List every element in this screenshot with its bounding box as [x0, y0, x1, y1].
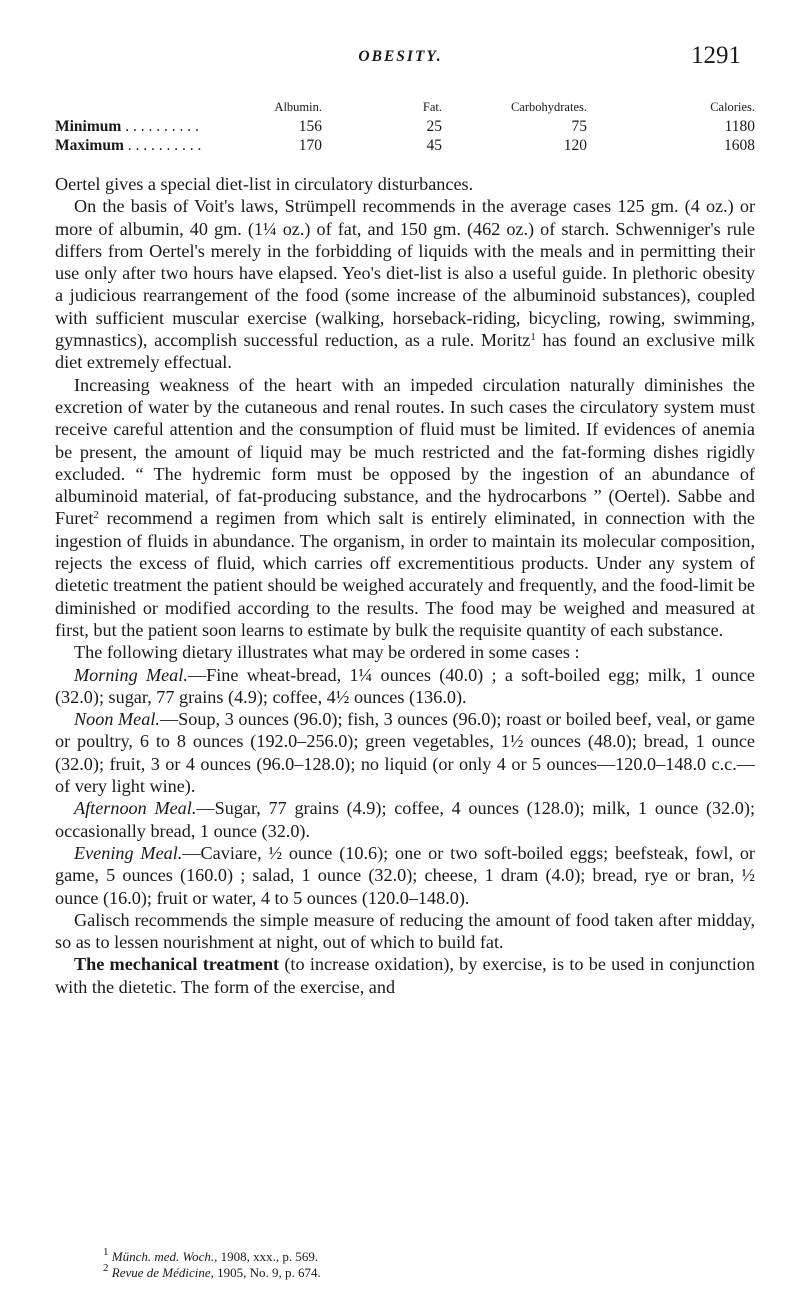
paragraph-text: has found an exclusive milk diet extremely effectual. [55, 330, 755, 373]
paragraph-text: Increasing weakness of the heart with an impeded circulation naturally diminishes the excretion of water by the cutaneous and renal routes. In such cases the circulatory system must receive careful attention and the consumption of fluid must be limited. If evidences of anemia be present, the amount of liquid may be much restricted and the fat-forming dishes rigidly excluded. “ The hydremic form must be opposed by the ingestion of an abundance of albuminoid material, of fat-producing substance, and the hydrocarbons ” (Oertel). Sabbe and Furet [55, 374, 755, 529]
meal-text: —Caviare, ½ ounce (10.6); one or two soft-boiled eggs; beefsteak, fowl, or game, 5 ounces (160.0) ; salad, 1 ounce (32.0); cheese, 1 dram (4.0); bread, rye or bran, ½ ounce (16.0); fruit or water, 4 to 5 ounces (120.0–148.0). [55, 842, 755, 908]
row-leader: . . . . . . . . . . [121, 118, 199, 135]
body-text [55, 173, 755, 998]
page-number: 1291 [691, 42, 741, 69]
nutrient-table [55, 98, 755, 155]
table-header-carbohydrates: Carbohydrates. [510, 100, 587, 114]
table-cell: 1180 [724, 118, 755, 135]
paragraph-text: recommend a regimen from which salt is entirely eliminated, in connection with the ingestion of fluids in abundance. The organism, in order to maintain its molecular composition, rejects the excess of fluid, which carries off excrementitious products. Under any system of dietetic treatment the patient should be weighed accurately and frequently, and the food-limit be diminished or modified according to the results. The food may be weighed and measured at first, but the patient soon learns to estimate by bulk the requisite quantity of each substance. [55, 508, 755, 640]
running-head [0, 42, 801, 72]
row-label-cell [55, 117, 250, 136]
footnote-detail: , 1908, xxx., p. 569. [214, 1249, 319, 1264]
paragraph-mechanical-treatment [55, 953, 755, 998]
footnote-number: 1 [103, 1246, 109, 1258]
footnotes [55, 1246, 755, 1281]
meal-text: —Fine wheat-bread, 1¼ ounces (40.0) ; a soft-boiled egg; milk, 1 ounce (32.0); sugar, 77 grains (4.9); coffee, 4½ ounces (136.0). [55, 664, 755, 707]
row-label: Minimum [55, 118, 122, 135]
paragraph-evening-meal [55, 842, 755, 909]
footnote-number: 2 [103, 1262, 109, 1274]
meal-text: —Sugar, 77 grains (4.9); coffee, 4 ounces (128.0); milk, 1 ounce (32.0); occasionally bread, 1 ounce (32.0). [55, 798, 755, 841]
table-header-calories: Calories. [710, 100, 755, 114]
table-row [55, 136, 755, 155]
footnote [103, 1262, 755, 1281]
table-cell: 25 [426, 118, 442, 135]
table-cell: 120 [563, 137, 587, 154]
running-head-title: OBESITY. [358, 48, 443, 65]
footnote [103, 1246, 755, 1265]
section-lead: The mechanical treatment [74, 954, 280, 975]
table-header-albumin: Albumin. [274, 100, 322, 114]
table-row [55, 117, 755, 136]
table-cell: 1608 [724, 137, 755, 154]
footnote-source: Münch. med. Woch. [111, 1249, 215, 1264]
meal-text: —Soup, 3 ounces (96.0); fish, 3 ounces (96.0); roast or boiled beef, veal, or game or poultry, 6 to 8 ounces (192.0–256.0); green vegetables, 1½ ounces (48.0); bread, 1 ounce (32.0); fruit, 3 or 4 ounces (96.0–128.0); no liquid (or only 4 or 5 ounces—120.0–148.0 c.c.—of very light wine). [55, 709, 755, 797]
paragraph-heart-weakness [55, 374, 755, 642]
paragraph-morning-meal [55, 664, 755, 709]
table-header-fat: Fat. [422, 100, 442, 114]
footnote-detail: , 1905, No. 9, p. 674. [210, 1265, 321, 1280]
meal-label: Evening Meal. [74, 842, 183, 863]
table-cell: 45 [426, 137, 442, 154]
footnote-ref-2: 2 [93, 509, 99, 522]
row-label-cell [55, 136, 250, 155]
table-cell: 156 [298, 118, 322, 135]
table-cell: 75 [571, 118, 587, 135]
table-cell: 170 [298, 137, 322, 154]
paragraph-noon-meal [55, 708, 755, 797]
paragraph-text: On the basis of Voit's laws, Strümpell recommends in the average cases 125 gm. (4 oz.) or more of albumin, 40 gm. (1¼ oz.) of fat, and 150 gm. (462 oz.) of starch. Schwenniger's rule differs from Oertel's merely in the forbidding of liquids with the meals and in permitting their use only after two hours have elapsed. Yeo's diet-list is also a useful guide. In plethoric obesity a judicious rearrangement of the food (some increase of the albuminoid substances), coupled with sufficient muscular exercise (walking, horseback-riding, bicycling, rowing, swimming, gymnastics), accomplish successful reduction, as a rule. Moritz [55, 196, 755, 351]
footnote-ref-1: 1 [530, 331, 536, 344]
paragraph-galisch: Galisch recommends the simple measure of reducing the amount of food taken after midday, so as to lessen nourishment at night, out of which to build fat. [55, 909, 755, 953]
paragraph-dietary-intro: The following dietary illustrates what may be ordered in some cases : [74, 642, 580, 663]
paragraph-oertel-diet: Oertel gives a special diet-list in circulatory disturbances. [55, 174, 474, 194]
row-leader: . . . . . . . . . . [123, 137, 202, 154]
meal-label: Afternoon Meal. [74, 798, 197, 819]
meal-label: Morning Meal. [74, 664, 188, 685]
paragraph-text: (to increase oxidation), by exercise, is to be used in conjunction with the dietetic. The form of the exercise, and [55, 954, 755, 997]
paragraph-voit-laws [55, 195, 755, 373]
table-header-blank [55, 98, 250, 117]
row-label: Maximum [55, 137, 124, 154]
table-header-row [55, 98, 755, 117]
meal-label: Noon Meal. [74, 709, 160, 730]
footnote-source: Revue de Médicine [111, 1265, 211, 1280]
paragraph-afternoon-meal [55, 797, 755, 842]
